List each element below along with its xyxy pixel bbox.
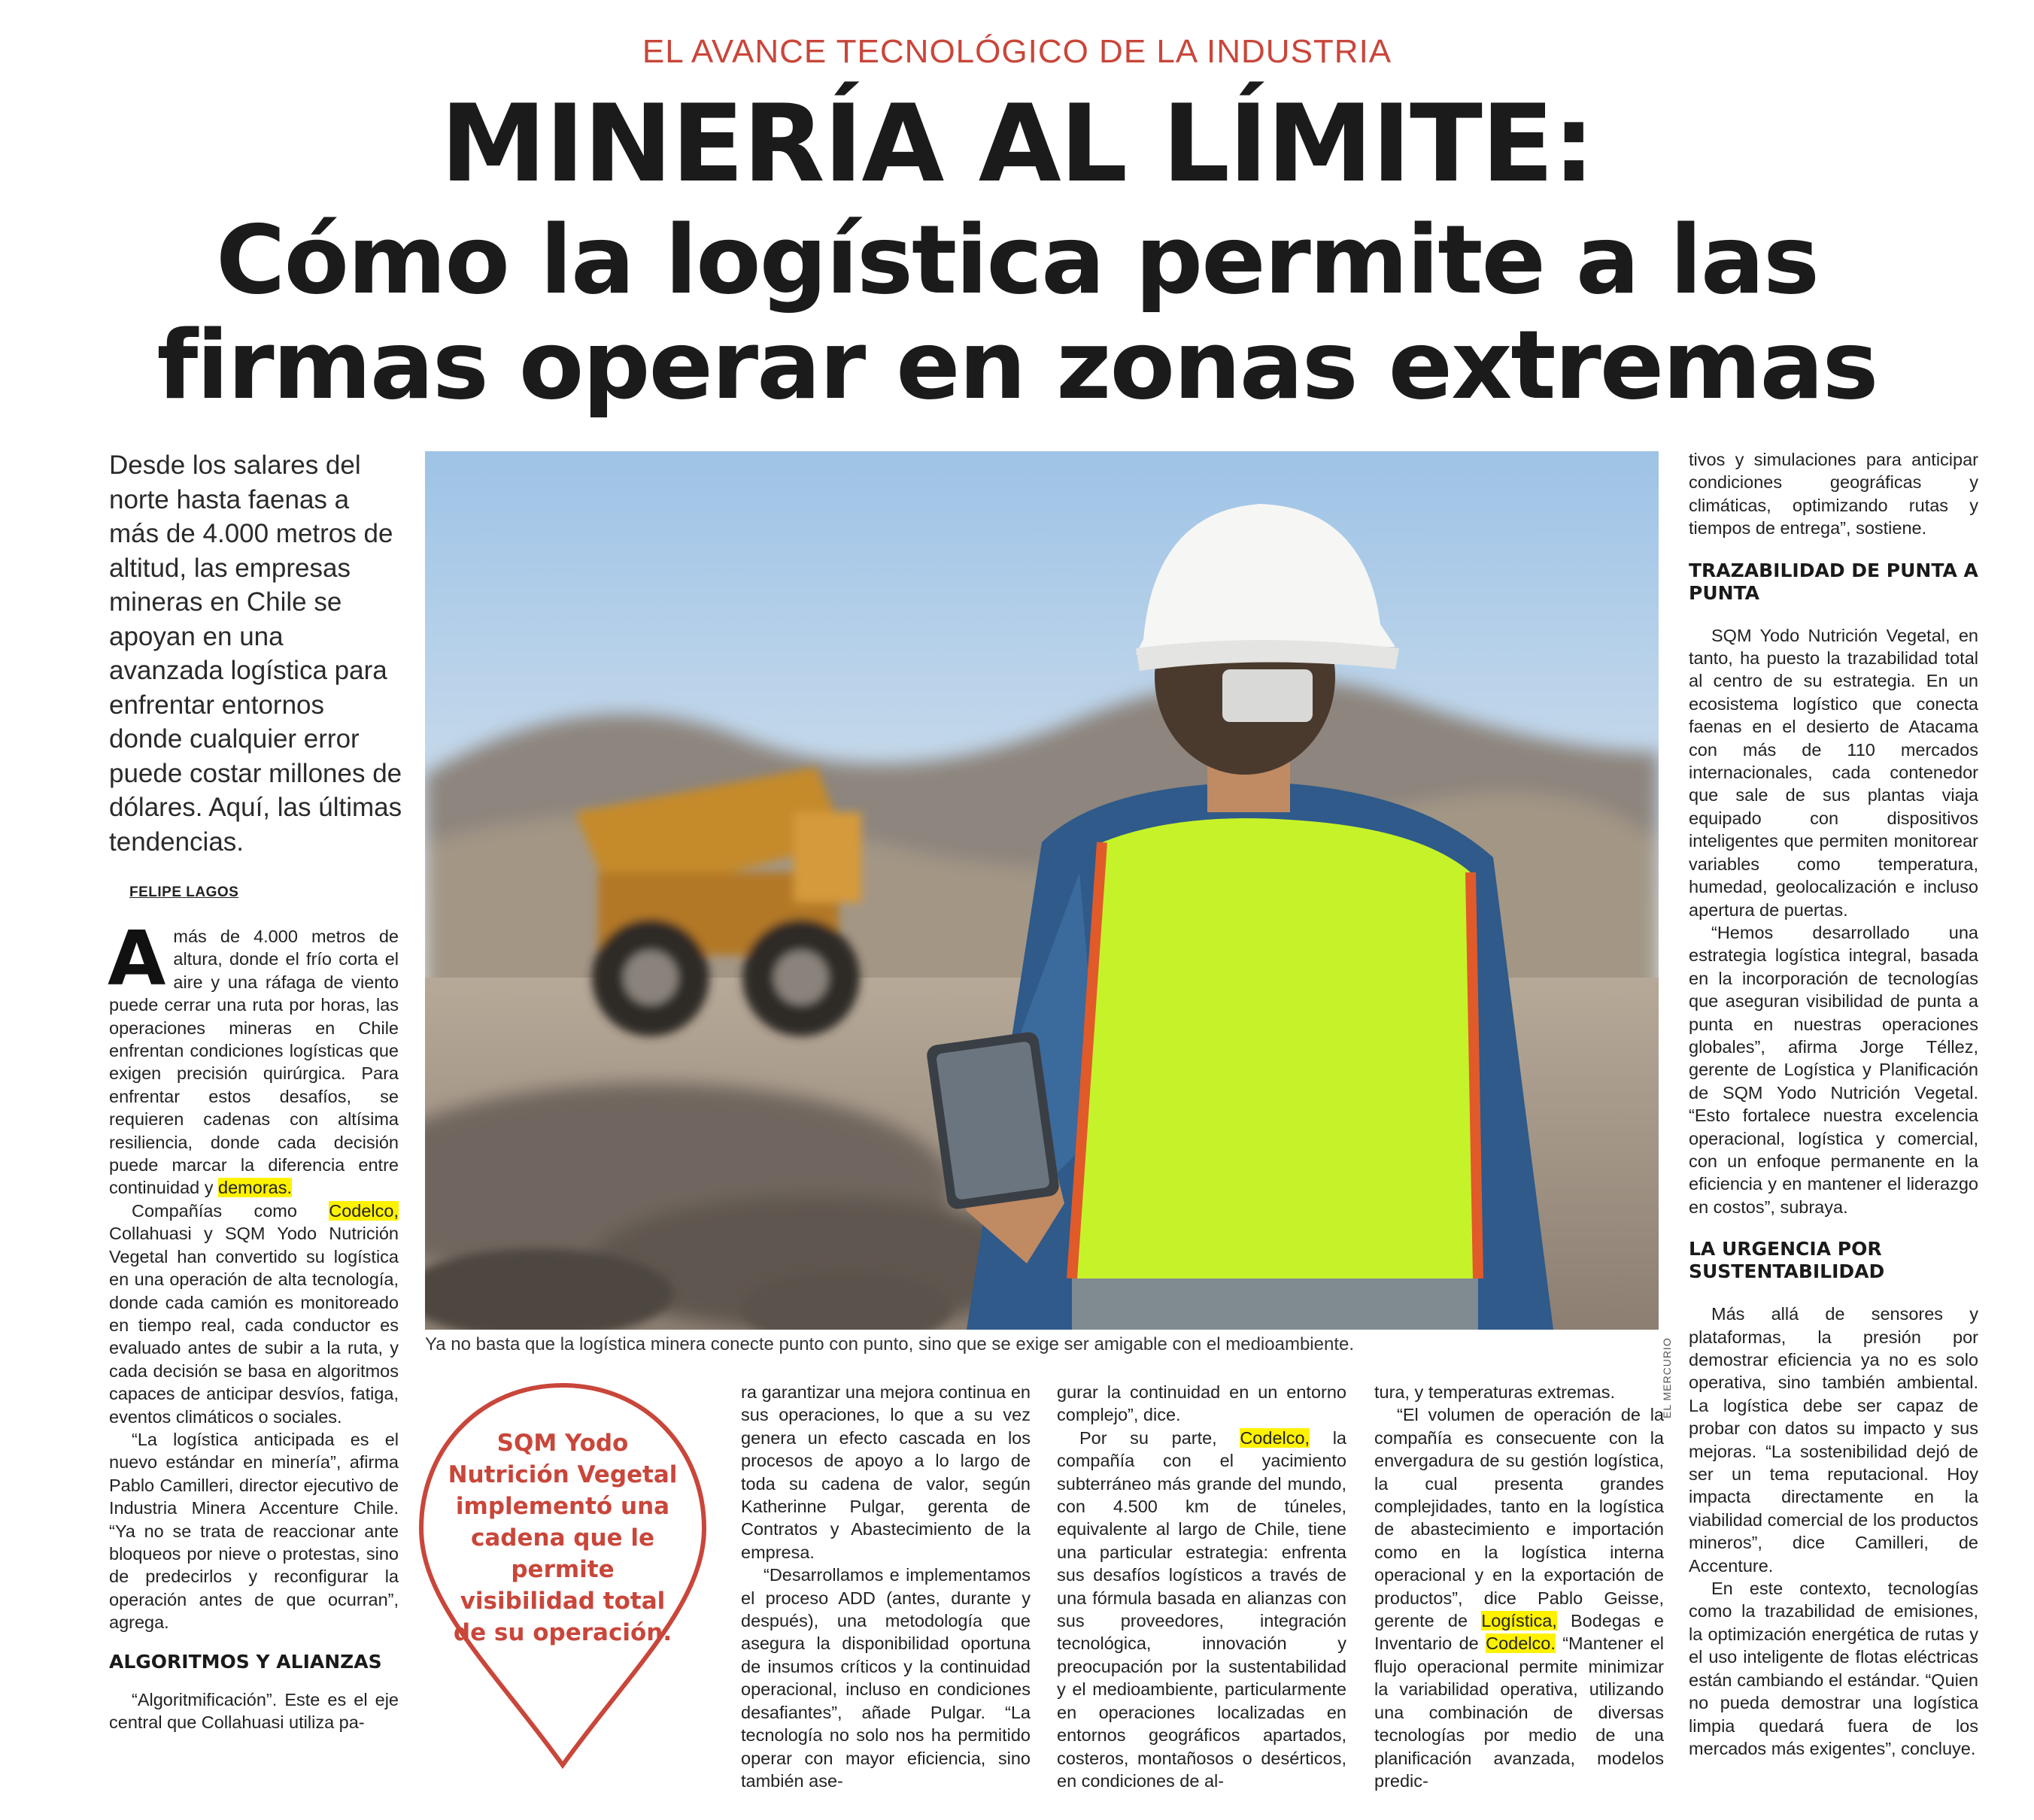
subhead-algoritmos: ALGORITMOS Y ALIANZAS <box>109 1650 382 1673</box>
section-kicker: EL AVANCE TECNOLÓGICO DE LA INDUSTRIA <box>642 33 1392 70</box>
paragraph <box>1057 1427 1346 1793</box>
paragraph: “La logística anticipada es el nuevo estándar en minería”, afirma Pablo Camilleri, director ejecutivo de Industria Minera Accenture Chile. “Ya no se trata de reaccionar ante bloqueos por nieve o protestas, sino de predecirlos y reconfigurar la operación antes de que ocurran”, agrega. <box>109 1429 399 1633</box>
paragraph <box>109 1200 399 1428</box>
text-run: “El volumen de operación de la compañía es consecuente con la envergadura de su gestión logística, la cual presenta grandes complejidades, tanto en la logística de abastecimiento e importación como en la logística interna operacional y en la exportación de productos”, dice Pablo Geisse, gerente de <box>1374 1405 1664 1631</box>
text-run: Bodegas e Inventario de <box>1374 1611 1664 1654</box>
paragraph: tivos y simulaciones para anticipar condiciones geográficas y climáticas, optimizando rutas y tiempos de entrega”, sostiene. <box>1689 450 1978 538</box>
text-run: más de 4.000 metros de altura, donde el frío corta el aire y una ráfaga de viento puede cerrar una ruta por horas, las operaciones mineras en Chile enfrentan condiciones logísticas que exigen precisión quirúrgica. Para enfrentar estos desafíos, se requieren cadenas con altísima resiliencia, donde cada decisión puede marcar la diferencia entre continuidad y <box>109 927 399 1198</box>
paragraph: tura, y temperaturas extremas. <box>1374 1382 1615 1402</box>
text-run: “Mantener el flujo operacional permite minimizar la variabilidad operativa, utilizando una combinación de diversas tecnologías por medio de una planificación avanzada, modelos predic- <box>1374 1633 1665 1791</box>
paragraph: “Desarrollamos e implementamos el proceso ADD (antes, durante y después), una metodología que asegura la disponibilidad oportuna de insumos críticos y la continuidad operacional, incluso en condiciones desafiantes”, añade Pulgar. “La tecnología no solo nos ha permitido operar con mayor eficiencia, sino también ase- <box>741 1565 1031 1791</box>
photo-caption: Ya no basta que la logística minera conecte punto con punto, sino que se exige ser amigable con el medioambiente. <box>425 1334 1355 1354</box>
headline-line-1: MINERÍA AL LÍMITE: <box>440 82 1594 206</box>
article-column-4 <box>1057 1381 1346 1792</box>
paragraph: Más allá de sensores y plataformas, la presión por demostrar eficiencia ya no es solo operativa, sino también ambiental. La logística debe ser capaz de probar con datos su impacto y sus mejoras. “La sostenibilidad dejó de ser un tema reputacional. Hoy impacta directamente en la viabilidad comercial de los productos mineros”, dice Camilleri, de Accenture. <box>1689 1304 1978 1576</box>
article-column-5 <box>1374 1381 1664 1792</box>
text-run: Compañías como <box>132 1200 329 1221</box>
subhead-trazabilidad: TRAZABILIDAD DE PUNTA A PUNTA <box>1689 559 1978 604</box>
paragraph: “Algoritmificación”. Este es el eje central que Collahuasi utiliza pa- <box>109 1689 399 1732</box>
photo-credit-text: EL MERCURIO <box>1661 1337 1673 1418</box>
paragraph <box>108 915 399 1200</box>
paragraph <box>1374 1403 1664 1792</box>
text-run: Collahuasi y SQM Yodo Nutrición Vegetal han convertido su logística en una operación de alta tecnología, donde cada camión es monitoreado en tiempo real, cada conductor es evaluado antes de subir a la ruta, y cada decisión se basa en algoritmos capaces de anticipar desvíos, fatiga, eventos climáticos o sociales. <box>109 1224 399 1427</box>
highlighted-text: Logística, <box>1481 1611 1557 1631</box>
pull-quote <box>412 1378 713 1776</box>
text-run: la compañía con el yacimiento subterráneo más grande del mundo, con 4.500 km de túneles, equivalente al largo de Chile, tiene una particular estrategia: enfrenta sus desafíos logísticos a través de una fórmula basada en alianzas con sus proveedores, integración tecnológica, innovación y preocupación por la sustentabilidad y el medioambiente, particularmente en operaciones localizadas en entornos geográficos apartados, costeros, montañosos o desérticos, en condiciones de al- <box>1057 1427 1346 1791</box>
article-photo <box>425 451 1659 1330</box>
highlighted-text: Codelco. <box>1486 1633 1556 1654</box>
highlighted-text: Codelco, <box>329 1200 399 1221</box>
subhead-sustentabilidad: LA URGENCIA POR SUSTENTABILIDAD <box>1689 1238 1885 1283</box>
article-lede: Desde los salares del norte hasta faenas a más de 4.000 metros de altitud, las empresas mineras en Chile se apoyan en una avanzada logística para enfrentar entornos donde cualquier error puede costar millones de dólares. Aquí, las últimas tendencias. <box>109 450 402 857</box>
headline-line-2: Cómo la logística permite a las <box>216 205 1818 315</box>
text-run: Por su parte, <box>1079 1427 1240 1448</box>
headline-line-3: firmas operar en zonas extremas <box>156 310 1878 420</box>
highlighted-text: Codelco, <box>1240 1427 1310 1448</box>
drop-cap: A <box>108 915 166 1003</box>
paragraph: En este contexto, tecnologías como la trazabilidad de emisiones, la optimización energética de rutas y el uso inteligente de flotas eléctricas están cambiando el estándar. “Quien no pueda demostrar una logística limpia quedará fuera de los mercados más exigentes”, concluye. <box>1689 1579 1978 1758</box>
paragraph: “Hemos desarrollado una estrategia logística integral, basada en la incorporación de tecnologías que aseguran visibilidad de punta a punta en nuestras operaciones globales”, afirma Jorge Téllez, gerente de Logística y Planificación de SQM Yodo Nutrición Vegetal. “Esto fortalece nuestra excelencia operacional, logística y comercial, con un enfoque permanente en la eficiencia y en mantener el liderazgo en costos”, subraya. <box>1689 922 1978 1217</box>
article-column-3 <box>741 1381 1031 1792</box>
article-column-6 <box>1689 448 1978 1760</box>
article-column-1 <box>108 915 399 1734</box>
paragraph: ra garantizar una mejora continua en sus operaciones, lo que a su vez genera un efecto cascada en los procesos de apoyo a lo largo de toda su cadena de valor, según Katherinne Pulgar, gerenta de Contratos y Abastecimiento de la empresa. <box>741 1382 1031 1562</box>
highlighted-text: demoras. <box>218 1178 292 1198</box>
mining-worker-illustration <box>425 451 1659 1330</box>
pull-quote-text: SQM Yodo Nutrición Vegetal implementó una cadena que le permite visibilidad total de su operación. <box>448 1430 678 1646</box>
paragraph: SQM Yodo Nutrición Vegetal, en tanto, ha puesto la trazabilidad total al centro de su estrategia. En un ecosistema logístico que conecta faenas en el desierto de Atacama con más de 110 mercados internacionales, cada contenedor que sale de sus plantas viaja equipado con dispositivos inteligentes que permiten monitorear variables como temperatura, humedad, geolocalización e incluso apertura de puertas. <box>1689 625 1978 920</box>
paragraph: gurar la continuidad en un entorno complejo”, dice. <box>1057 1382 1346 1425</box>
author-byline: FELIPE LAGOS <box>129 884 239 900</box>
